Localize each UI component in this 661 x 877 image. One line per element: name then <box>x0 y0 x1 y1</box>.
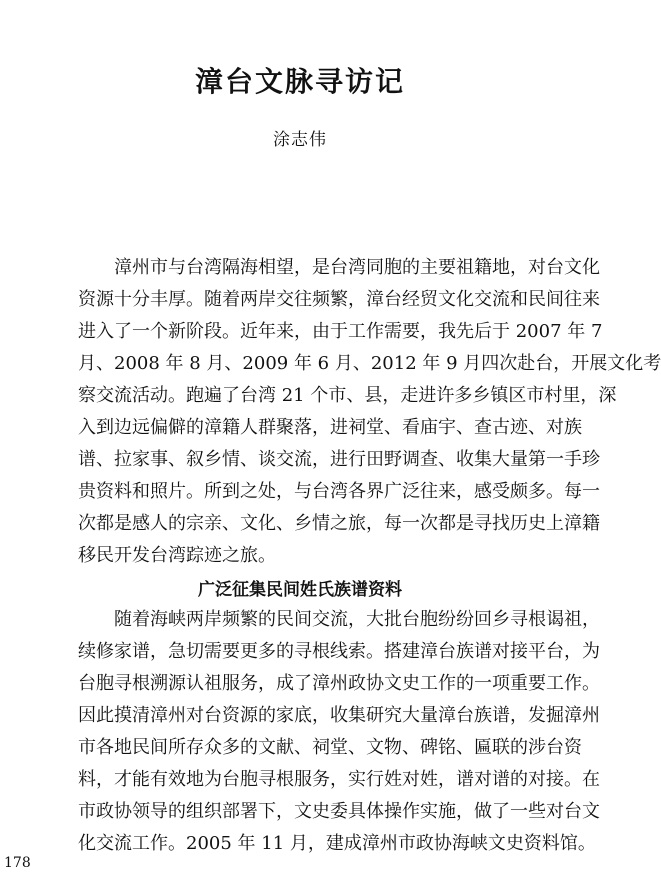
paragraph-line: 料，才能有效地为台胞寻根服务，实行姓对姓，谱对谱的对接。在 <box>78 769 600 790</box>
paragraph-line: 月、2008 年 8 月、2009 年 6 月、2012 年 9 月四次赴台，开展文化考 <box>78 353 661 374</box>
paragraph-line: 化交流工作。2005 年 11 月，建成漳州市政协海峡文史资料馆。 <box>78 833 596 854</box>
paragraph-line: 因此摸清漳州对台资源的家底，收集研究大量漳台族谱，发掘漳州 <box>78 705 600 726</box>
paragraph-line: 资源十分丰厚。随着两岸交往频繁，漳台经贸文化交流和民间往来 <box>78 289 600 310</box>
paragraph-line: 漳州市与台湾隔海相望，是台湾同胞的主要祖籍地，对台文化 <box>114 257 600 278</box>
paragraph-line: 次都是感人的宗亲、文化、乡情之旅，每一次都是寻找历史上漳籍 <box>78 513 600 534</box>
paragraph-line: 移民开发台湾踪迹之旅。 <box>78 545 276 566</box>
intro-paragraph <box>78 252 661 572</box>
paragraph-line: 市各地民间所存众多的文献、祠堂、文物、碑铭、匾联的涉台资 <box>78 737 582 758</box>
paragraph-line: 市政协领导的组织部署下，文史委具体操作实施，做了一些对台文 <box>78 801 600 822</box>
paragraph-line: 入到边远偏僻的漳籍人群聚落，进祠堂、看庙宇、查古迹、对族 <box>78 417 582 438</box>
article-title: 漳台文脉寻访记 <box>194 65 405 98</box>
section-heading: 广泛征集民间姓氏族谱资料 <box>198 580 402 600</box>
paragraph-line: 察交流活动。跑遍了台湾 21 个市、县，走进许多乡镇区市村里，深 <box>78 385 617 406</box>
paragraph-line: 随着海峡两岸频繁的民间交流，大批台胞纷纷回乡寻根谒祖， <box>114 609 600 630</box>
paragraph-line: 谱、拉家事、叙乡情、谈交流，进行田野调查、收集大量第一手珍 <box>78 449 600 470</box>
paragraph-line: 进入了一个新阶段。近年来，由于工作需要，我先后于 2007 年 7 <box>78 321 603 342</box>
author-name: 涂志伟 <box>273 130 327 150</box>
paragraph-line: 贵资料和照片。所到之处，与台湾各界广泛往来，感受颇多。每一 <box>78 481 600 502</box>
page-number: 178 <box>4 855 31 871</box>
paragraph-line: 续修家谱，急切需要更多的寻根线索。搭建漳台族谱对接平台，为 <box>78 641 600 662</box>
paragraph-line: 台胞寻根溯源认祖服务，成了漳州政协文史工作的一项重要工作。 <box>78 673 600 694</box>
section-paragraph <box>78 604 600 860</box>
